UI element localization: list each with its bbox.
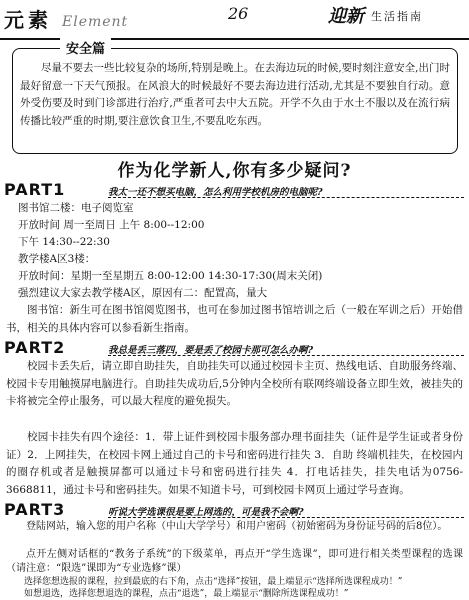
magazine-subtitle: Element: [62, 14, 129, 30]
section-logo: 迎新: [328, 6, 364, 27]
part2-underline: [108, 355, 464, 356]
part2-heading: [4, 338, 465, 358]
part1-line: 强烈建议大家去教学楼A区，原因有二：配置高，量大: [18, 287, 268, 299]
part1-line: 教学楼A区3楼：: [18, 253, 96, 265]
section-name: 生活指南: [371, 10, 423, 23]
magazine-title: 元素: [4, 8, 52, 32]
part1-line: 图书馆二楼：电子阅览室: [18, 202, 134, 214]
part3-paragraph: 如想退选，选择您想退选的课程，点击“退选”，最上端显示“删除所选课程成功！”: [24, 589, 349, 599]
page-header: [0, 0, 469, 40]
part1-line: 开放时间：星期一至星期五 8:00-12:00 14:30-17:30(周末关闭): [18, 270, 323, 282]
part1-heading: [4, 180, 465, 200]
part2-question: 我总是丢三落四，要是丢了校园卡那可怎么办啊?: [108, 345, 314, 356]
part1-line: 下午 14:30--22:30: [18, 236, 110, 248]
part1-underline: [108, 197, 464, 198]
part2-paragraph: 校园卡丢失后，请立即自助挂失，自助挂失可以通过校园卡主页、热线电话、自助服务终端、校园卡专用触摸屏电脑进行。自助挂失成功后,5分钟内全校所有联网终端设备立即生效，被挂失的卡将被完全停止服务，可以最大程度的避免损失。: [6, 360, 463, 407]
part1-label: PART1: [4, 180, 66, 199]
safety-title: 安全篇: [60, 38, 111, 57]
safety-text: 尽量不要去一些比较复杂的场所,特别是晚上。在去海边玩的时候,要时刻注意安全,出门时最好留意一下天气预报。在风浪大的时候最好不要去海边进行活动,尤其是不要独自行动。意外受伤要及时到门诊部进行治疗,严重者可去中大五院。开学不久由于水土不服以及在流行病传播比较严重的时期,要注意饮食卫生,不要乱吃东西。: [20, 62, 451, 127]
part3-label: PART3: [4, 500, 66, 519]
page-number: 26: [228, 4, 249, 23]
part3-heading: [4, 500, 465, 520]
part1-library-note: 图书馆：新生可在图书馆阅览图书，也可在参加过图书馆培训之后（一般在军训之后）开始借书，相关的具体内容可以参看新生指南。: [6, 304, 463, 334]
part3-paragraph: 点开左侧对话框的“教务子系统”的下级菜单，再点开“学生选课”，即可进行相关类型课程的选课（请注意：“限选”课即为“专业选修”课）: [6, 549, 463, 574]
part1-line: 开放时间 周一至周日 上午 8:00--12:00: [18, 219, 205, 231]
part2-label: PART2: [4, 338, 66, 357]
part3-paragraph: 选择您想选报的课程，拉到最底的右下角，点击“选择”按钮，最上端显示“选择所选课程成功！”: [24, 577, 403, 587]
part2-paragraph: 校园卡挂失有四个途径：1．带上证件到校园卡服务部办理书面挂失（证件是学生证或者身份证）2．上网挂失，在校园卡网上通过自己的卡号和密码进行挂失 3．自助 终端机挂失，在校园内的圈存机或者是触摸屏都可以通过卡号和密码进行挂失 4．打电话挂失，挂失电话为0756-3668811，通过卡号和密码挂失。如果不知道卡号，可到校园卡网页上通过学号查询。: [6, 431, 463, 496]
page-title: 作为化学新人,你有多少疑问?: [117, 161, 352, 181]
part3-paragraph: 登陆网站，输入您的用户名称（中山大学学号）和用户密码（初始密码为身份证号码的后8位）。: [26, 521, 448, 532]
part1-question: 我太一还不想买电脑，怎么利用学校机房的电脑呢?: [108, 187, 323, 198]
part3-question: 听说大学选课很是要上网选的，可是我不会啊?: [108, 507, 304, 518]
part3-underline: [108, 517, 464, 518]
